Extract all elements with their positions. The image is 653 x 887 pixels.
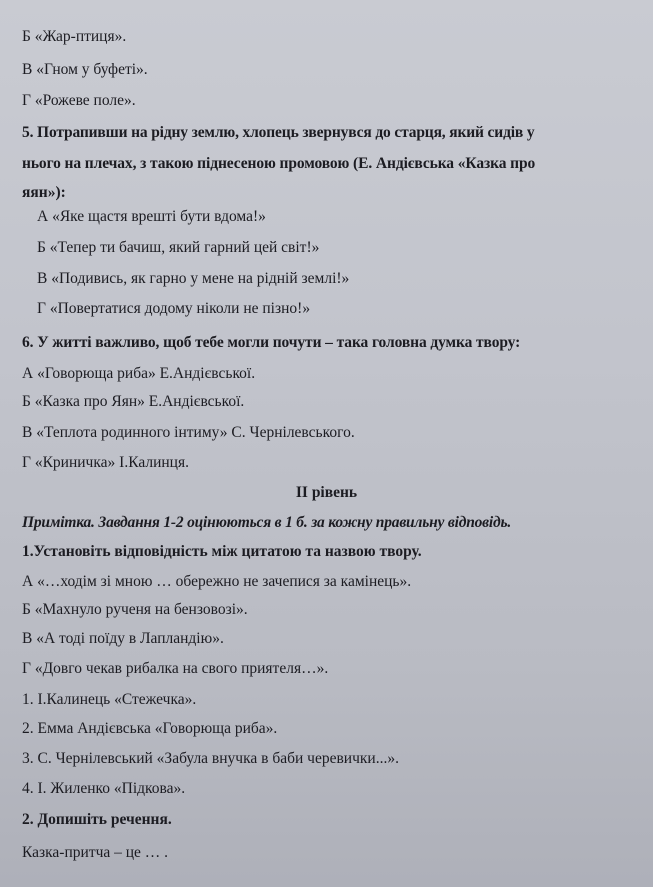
q5-option-b: Б «Тепер ти бачиш, який гарний цей світ!»: [37, 239, 320, 256]
q4-option-g: Г «Рожеве поле».: [22, 92, 136, 109]
q4-option-v: В «Гном у буфеті».: [22, 61, 148, 78]
q5-option-g: Г «Повертатися додому ніколи не пізно!»: [37, 300, 311, 317]
q5-option-a: А «Яке щастя врешті бути вдома!»: [37, 208, 266, 225]
task1-work-1: 1. І.Калинець «Стежечка».: [22, 691, 197, 708]
task1-quote-a: А «…ходім зі мною … обережно не зачепися за камінець».: [22, 573, 412, 590]
task1-work-4: 4. І. Жиленко «Підкова».: [22, 780, 186, 797]
q5-question-line1: 5. Потрапивши на рідну землю, хлопець звернувся до старця, який сидів у: [22, 124, 535, 141]
q5-option-v: В «Подивись, як гарно у мене на рідній землі!»: [37, 270, 350, 287]
task1-quote-g: Г «Довго чекав рибалка на свого приятеля…».: [22, 660, 329, 677]
task1-work-3: 3. С. Чернілевський «Забула внучка в баби черевички...».: [22, 750, 399, 767]
q4-option-b: Б «Жар-птиця».: [22, 28, 127, 45]
level2-note: Примітка. Завдання 1-2 оцінюються в 1 б. за кожну правильну відповідь.: [22, 514, 512, 531]
task1-quote-v: В «А тоді поїду в Лапландію».: [22, 630, 224, 647]
task1-title: 1.Установіть відповідність між цитатою та назвою твору.: [22, 543, 422, 560]
task2-title: 2. Допишіть речення.: [22, 811, 172, 828]
q5-question-line2: нього на плечах, з такою піднесеною промовою (Е. Андієвська «Казка про: [22, 155, 536, 172]
q6-option-v: В «Теплота родинного інтиму» С. Чернілевського.: [22, 424, 355, 441]
q5-question-line3: яян»):: [22, 184, 66, 201]
task1-quote-b: Б «Махнуло рученя на бензовозі».: [22, 601, 248, 618]
task2-sentence: Казка-притча – це … .: [22, 844, 169, 861]
q6-question: 6. У житті важливо, щоб тебе могли почути – така головна думка твору:: [22, 334, 521, 351]
level2-heading: ІІ рівень: [295, 484, 358, 501]
q6-option-a: А «Говорюща риба» Е.Андієвської.: [22, 365, 256, 382]
task1-work-2: 2. Емма Андієвська «Говорюща риба».: [22, 720, 278, 737]
q6-option-g: Г «Криничка» І.Калинця.: [22, 454, 189, 471]
q6-option-b: Б «Казка про Яян» Е.Андієвської.: [22, 393, 245, 410]
